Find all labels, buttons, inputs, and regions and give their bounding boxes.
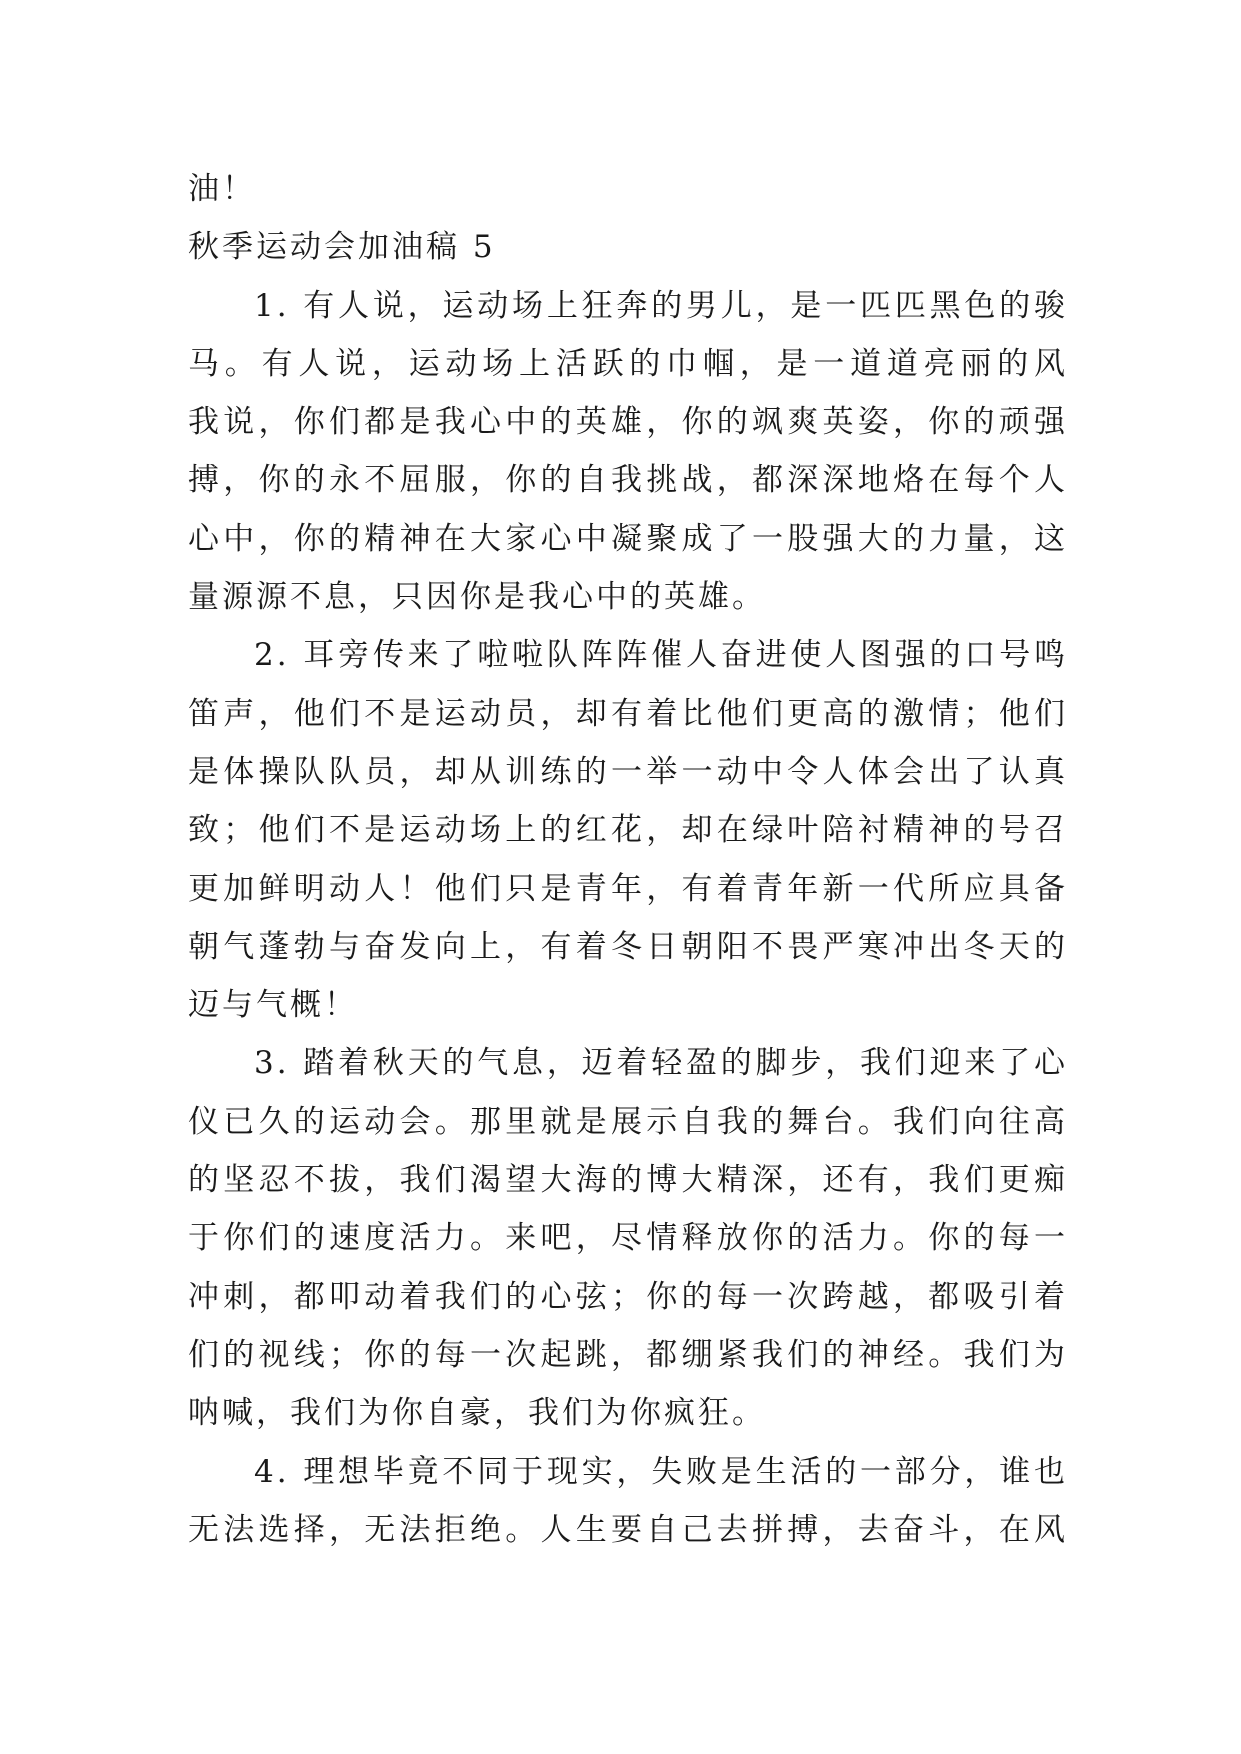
- carry-over-text: 油！: [188, 171, 256, 207]
- paragraph-4-line-2: 无法选择，无法拒绝。人生要自己去拼搏，去奋斗，在风: [188, 1511, 1068, 1548]
- paragraph-2-line-1: 2. 耳旁传来了啦啦队阵阵催人奋进使人图强的口号鸣: [254, 637, 1068, 674]
- paragraph-3-line-7: 呐喊，我们为你自豪，我们为你疯狂。: [188, 1395, 766, 1432]
- paragraph-1-line-4: 搏，你的永不屈服，你的自我挑战，都深深地烙在每个人: [188, 462, 1068, 499]
- paragraph-1-line-3: 我说，你们都是我心中的英雄，你的飒爽英姿，你的顽强: [188, 404, 1068, 441]
- section-heading: 秋季运动会加油稿 5: [188, 229, 496, 266]
- paragraph-3-line-3: 的坚忍不拔，我们渴望大海的博大精深，还有，我们更痴: [188, 1162, 1068, 1199]
- paragraph-2-line-6: 朝气蓬勃与奋发向上，有着冬日朝阳不畏严寒冲出冬天的: [188, 928, 1068, 965]
- paragraph-1-line-2: 马。有人说，运动场上活跃的巾帼，是一道道亮丽的风: [188, 345, 1068, 382]
- paragraph-1-line-1: 1. 有人说，运动场上狂奔的男儿，是一匹匹黑色的骏: [254, 287, 1068, 324]
- paragraph-2-line-4: 致；他们不是运动场上的红花，却在绿叶陪衬精神的号召: [188, 812, 1068, 849]
- paragraph-3-line-1: 3. 踏着秋天的气息，迈着轻盈的脚步，我们迎来了心: [254, 1045, 1068, 1082]
- paragraph-3-line-4: 于你们的速度活力。来吧，尽情释放你的活力。你的每一: [188, 1220, 1068, 1257]
- paragraph-3-line-5: 冲刺，都叩动着我们的心弦；你的每一次跨越，都吸引着: [188, 1278, 1068, 1315]
- paragraph-2-line-7: 迈与气概！: [188, 987, 358, 1024]
- paragraph-3-line-2: 仪已久的运动会。那里就是展示自我的舞台。我们向往高: [188, 1103, 1068, 1140]
- paragraph-1-line-6: 量源源不息，只因你是我心中的英雄。: [188, 579, 766, 616]
- document-body: [188, 160, 1068, 1559]
- paragraph-3-line-6: 们的视线；你的每一次起跳，都绷紧我们的神经。我们为: [188, 1336, 1068, 1373]
- paragraph-1-line-5: 心中，你的精神在大家心中凝聚成了一股强大的力量，这: [188, 520, 1068, 557]
- paragraph-2-line-3: 是体操队队员，却从训练的一举一动中令人体会出了认真: [188, 753, 1068, 790]
- paragraph-2-line-5: 更加鲜明动人！他们只是青年，有着青年新一代所应具备: [188, 870, 1068, 907]
- paragraph-4-line-1: 4. 理想毕竟不同于现实，失败是生活的一部分，谁也: [254, 1453, 1068, 1490]
- paragraph-2-line-2: 笛声，他们不是运动员，却有着比他们更高的激情；他们: [188, 695, 1068, 732]
